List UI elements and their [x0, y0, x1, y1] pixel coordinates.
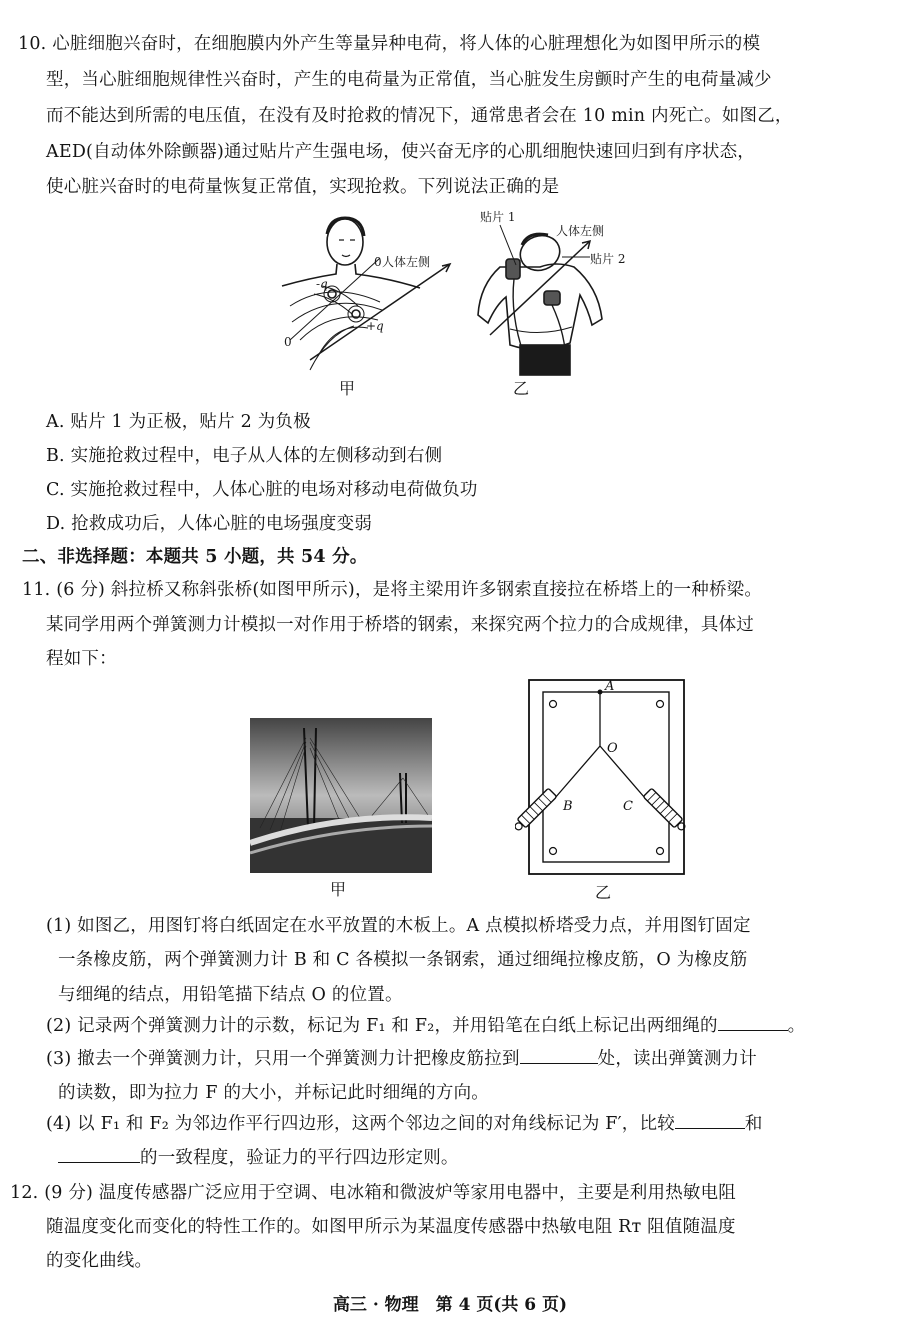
q11-line-3: 程如下： — [46, 649, 117, 669]
q10-figure-jia-caption: 甲 — [339, 379, 356, 398]
q11-step2-blank[interactable] — [718, 1012, 788, 1031]
label-c: C — [623, 799, 633, 814]
q11-step4-blank-2[interactable] — [58, 1144, 140, 1163]
q10-option-b: B. 实施抢救过程中，电子从人体的左侧移动到右侧 — [46, 446, 443, 466]
pad-2 — [544, 291, 560, 305]
q11-step4-blank-1[interactable] — [675, 1110, 745, 1129]
label-pad-1: 贴片 1 — [480, 210, 516, 224]
q11-step3-blank[interactable] — [520, 1045, 598, 1064]
pad-1 — [506, 259, 520, 279]
q11-step4 — [46, 1110, 763, 1138]
q10-option-d: D. 抢救成功后，人体心脏的电场强度变弱 — [46, 514, 373, 534]
label-pos-charge: +q — [366, 319, 384, 333]
spring-scale-b — [515, 788, 557, 833]
q10-figure-yi — [470, 205, 670, 380]
q10-line-5: 使心脏兴奋时的电荷量恢复正常值，实现抢救。下列说法正确的是 — [46, 177, 560, 197]
label-neg-charge: -q — [316, 277, 328, 291]
white-paper — [543, 692, 669, 862]
q11-line-2: 某同学用两个弹簧测力计模拟一对作用于桥塔的钢索，来探究两个拉力的合成规律，具体过 — [46, 615, 754, 635]
q11-figure-jia-bridge-photo — [250, 718, 432, 873]
q11-step1-line-1: (1) 如图乙，用图钉将白纸固定在水平放置的木板上。A 点模拟桥塔受力点，并用图钉固定 — [46, 916, 751, 936]
q10-line-3: 而不能达到所需的电压值，在没有及时抢救的情况下，通常患者会在 10 min 内死亡。如图乙， — [46, 106, 793, 126]
q11-figure-yi-board — [515, 676, 690, 876]
label-a: A — [605, 679, 615, 694]
q10-line-2: 型，当心脏细胞规律性兴奋时，产生的电荷量为正常值，当心脏发生房颤时产生的电荷量减少 — [46, 70, 772, 90]
label-left-side: 人体左侧 — [556, 224, 605, 238]
rubber-band-and-strings — [555, 692, 645, 798]
page-footer: 高三 · 物理 第 4 页(共 6 页) — [332, 1295, 568, 1315]
q12-line-2: 随温度变化而变化的特性工作的。如图甲所示为某温度传感器中热敏电阻 Rᴛ 阻值随温度 — [46, 1217, 736, 1237]
q11-figure-yi-caption: 乙 — [595, 883, 612, 902]
q11-step2 — [46, 1012, 805, 1040]
label-o: O — [607, 741, 618, 756]
section-2-title: 二、非选择题：本题共 5 小题，共 54 分。 — [22, 547, 368, 567]
q11-step1-line-2: 一条橡皮筋，两个弹簧测力计 B 和 C 各模拟一条钢索，通过细绳拉橡皮筋，O 为橡皮筋 — [58, 950, 748, 970]
q11-step2-text: (2) 记录两个弹簧测力计的示数，标记为 F₁ 和 F₂，并用铅笔在白纸上标记出两细绳的 — [46, 1016, 718, 1036]
q11-step2-tail: 。 — [787, 1016, 806, 1036]
label-left-side: 人体左侧 — [382, 255, 431, 269]
q11-line-1: 11. (6 分) 斜拉桥又称斜张桥(如图甲所示)，是将主梁用许多钢索直接拉在桥塔上的一种桥梁。 — [22, 580, 763, 600]
patient-shirt — [478, 264, 602, 350]
q12-line-1: 12. (9 分) 温度传感器广泛应用于空调、电冰箱和微波炉等家用电器中，主要是利用热敏电阻 — [10, 1183, 737, 1203]
wood-board — [529, 680, 684, 874]
label-b: B — [563, 799, 573, 814]
q10-option-c: C. 实施抢救过程中，人体心脏的电场对移动电荷做负功 — [46, 480, 478, 500]
q11-step1-line-3: 与细绳的结点，用铅笔描下结点 O 的位置。 — [58, 985, 403, 1005]
q11-step3 — [46, 1045, 757, 1073]
q11-step4-tail: 和 — [744, 1114, 763, 1134]
spring-scale-c — [643, 788, 688, 833]
q11-step4-line-2 — [58, 1144, 459, 1172]
q11-step4-line-2-text: 的一致程度，验证力的平行四边形定则。 — [140, 1148, 459, 1168]
q10-figure-jia — [270, 210, 470, 390]
q10-line-1: 10. 心脏细胞兴奋时，在细胞膜内外产生等量异种电荷，将人体的心脏理想化为如图甲所示的模 — [18, 34, 761, 54]
q11-step3-line-2: 的读数，即为拉力 F 的大小，并标记此时细绳的方向。 — [58, 1083, 489, 1103]
head-outline — [327, 219, 363, 265]
label-zero-top: 0 — [374, 255, 382, 269]
q10-option-a: A. 贴片 1 为正极，贴片 2 为负极 — [46, 412, 311, 432]
q10-figure-yi-caption: 乙 — [513, 379, 530, 398]
q11-figure-jia-caption: 甲 — [330, 880, 347, 899]
q12-line-3: 的变化曲线。 — [46, 1251, 153, 1271]
q11-step3-tail: 处，读出弹簧测力计 — [597, 1049, 757, 1069]
label-zero-bottom: 0 — [284, 335, 292, 349]
q10-line-4: AED(自动体外除颤器)通过贴片产生强电场，使兴奋无序的心肌细胞快速回归到有序状态， — [46, 142, 755, 162]
q11-step4-text: (4) 以 F₁ 和 F₂ 为邻边作平行四边形，这两个邻边之间的对角线标记为 F′，比较 — [46, 1114, 675, 1134]
q11-step3-text: (3) 撤去一个弹簧测力计，只用一个弹簧测力计把橡皮筋拉到 — [46, 1049, 520, 1069]
label-pad-2: 贴片 2 — [590, 252, 626, 266]
